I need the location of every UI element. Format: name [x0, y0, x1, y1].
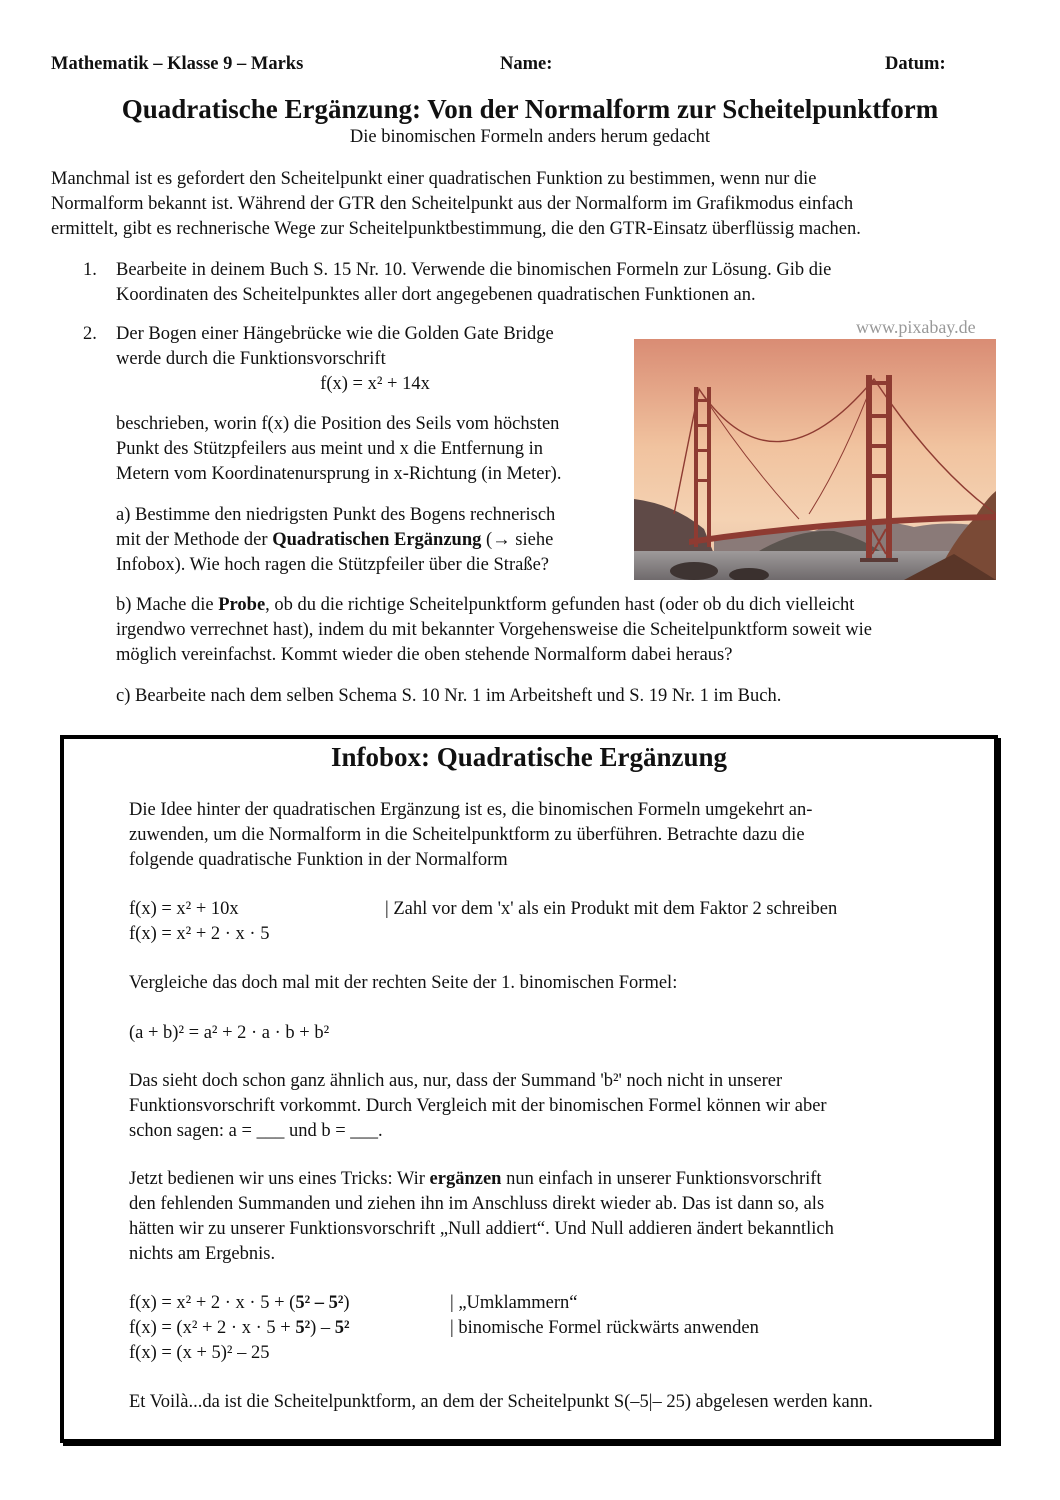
task-2-formula: f(x) = x² + 14x [320, 374, 430, 394]
infobox-binomial-formula: (a + b)² = a² + 2 · a · b + b² [129, 1023, 330, 1043]
task-2c: c) Bearbeite nach dem selben Schema S. 10 Nr. 1 im Arbeitsheft und S. 19 Nr. 1 im Buch. [116, 686, 782, 706]
page-title: Quadratische Ergänzung: Von der Normalform zur Scheitelpunktform [121, 94, 939, 124]
task-2a: a) Bestimme den niedrigsten Punkt des Bogens rechnerisch mit der Methode der Quadratischen Ergänzung (→ siehe Infobox). Wie hoch ragen die Stützpfeiler über die Straße? [116, 505, 556, 575]
infobox-step2: f(x) = (x² + 2 · x · 5 + 5²) – 5² [129, 1318, 350, 1338]
course-header: Mathematik – Klasse 9 – Marks [51, 54, 304, 74]
task-2b: b) Mache die Probe, ob du die richtige Scheitelpunktform gefunden hast (oder ob du dich vielleicht irgendwo verrechnet hast), indem du mit bekannter Vorgehensweise die Scheitelpunktform soweit wie möglich vereinfachst. Kommt wieder die oben stehende Normalform dabei heraus? [116, 595, 872, 665]
task-2-description: beschrieben, worin f(x) die Position des Seils vom höchsten Punkt des Stützpfeilers aus meint und x die Entfernung in Metern vom Koordinatenursprung in x-Richtung (in Meter). [116, 414, 562, 484]
image-credit: www.pixabay.de [856, 317, 976, 337]
infobox-conclusion: Et Voilà...da ist die Scheitelpunktform, an dem der Scheitelpunkt S(–5|– 25) abgelesen werden kann. [129, 1392, 873, 1412]
intro-paragraph: Manchmal ist es gefordert den Scheitelpunkt einer quadratischen Funktion zu bestimmen, wenn nur die Normalform bekannt ist. Während der GTR den Scheitelpunkt aus der Normalform im Grafikmodus einfach ermittelt, gibt es rechnerische Wege zur Scheitelpunktbestimmung, die den GTR-Einsatz überflüssig machen. [51, 169, 861, 239]
bridge-photo-illustration [634, 339, 996, 580]
infobox-eq1-note: | Zahl vor dem 'x' als ein Produkt mit dem Faktor 2 schreiben [385, 899, 838, 919]
name-label: Name: [500, 54, 553, 74]
infobox-intro: Die Idee hinter der quadratischen Ergänzung ist es, die binomischen Formeln umgekehrt an- zuwenden, um die Normalform in die Scheitelpunktform zu überführen. Betrachte dazu die folgende quadratische Funktion in der Normalform [129, 800, 813, 870]
task-2-intro: Der Bogen einer Hängebrücke wie die Golden Gate Bridge werde durch die Funktionsvorschrift [116, 324, 554, 369]
infobox-compare: Vergleiche das doch mal mit der rechten Seite der 1. binomischen Formel: [129, 973, 678, 993]
golden-gate-bridge-image [634, 339, 996, 580]
infobox-title: Infobox: Quadratische Ergänzung [330, 742, 728, 772]
infobox-step2-note: | binomische Formel rückwärts anwenden [450, 1318, 759, 1338]
date-label: Datum: [885, 54, 946, 74]
infobox-eq2: f(x) = x² + 2 · x · 5 [129, 924, 270, 944]
infobox-step1-note: | „Umklammern“ [450, 1293, 578, 1313]
task-1-number: 1. [83, 260, 97, 280]
page-subtitle: Die binomischen Formeln anders herum gedacht [349, 127, 711, 147]
infobox-similar: Das sieht doch schon ganz ähnlich aus, nur, dass der Summand 'b²' noch nicht in unserer Funktionsvorschrift vorkommt. Durch Vergleich mit der binomischen Formel können wir aber schon sagen: a = ___ und b = ___. [129, 1071, 827, 1141]
task-2-number: 2. [83, 324, 97, 344]
infobox-step1: f(x) = x² + 2 · x · 5 + (5² – 5²) [129, 1293, 350, 1313]
infobox-trick: Jetzt bedienen wir uns eines Tricks: Wir ergänzen nun einfach in unserer Funktionsvorschrift den fehlenden Summanden und ziehen ihn im Anschluss direkt wieder ab. Das ist dann so, als hätten wir zu unserer Funktionsvorschrift „Null addiert“. Und Null addieren ändert bekanntlich nichts am Ergebnis. [129, 1169, 834, 1264]
infobox-eq1: f(x) = x² + 10x [129, 899, 239, 919]
task-1-text: Bearbeite in deinem Buch S. 15 Nr. 10. Verwende die binomischen Formeln zur Lösung. Gib die Koordinaten des Scheitelpunktes aller dort angegebenen quadratischen Funktionen an. [116, 260, 832, 305]
infobox-step3: f(x) = (x + 5)² – 25 [129, 1343, 270, 1363]
